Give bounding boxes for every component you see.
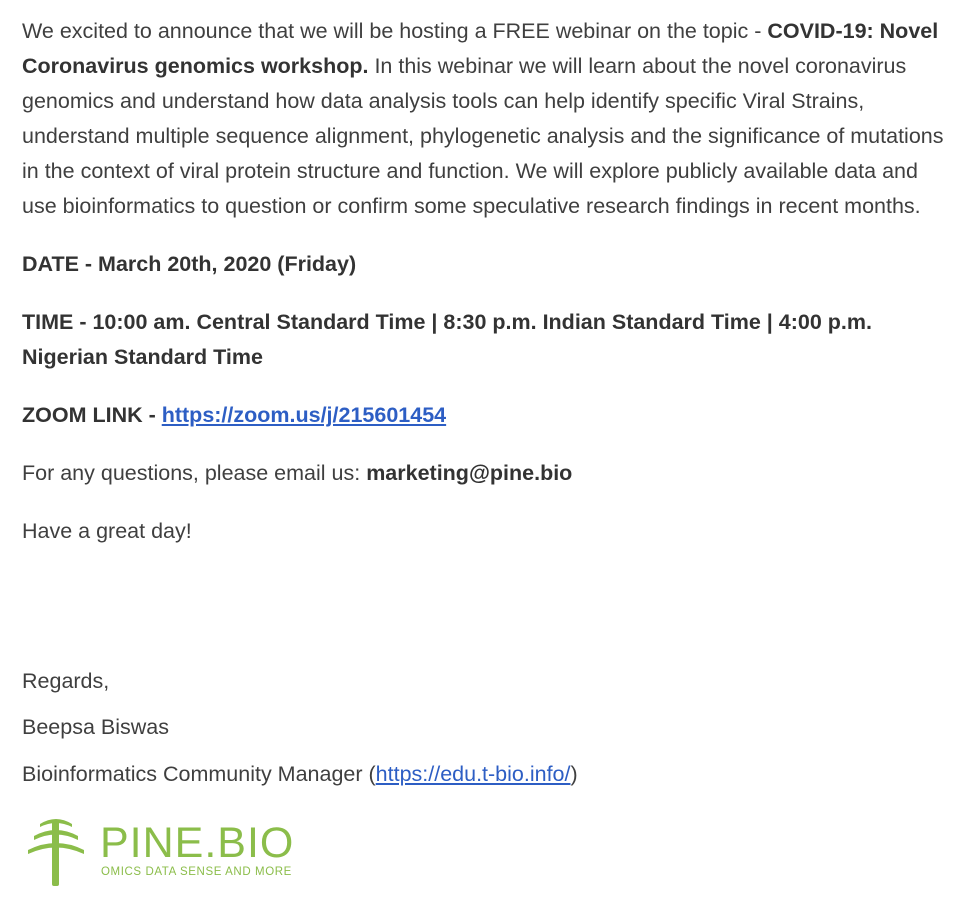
zoom-line <box>22 398 958 433</box>
questions-line <box>22 456 958 491</box>
regards-line: Regards, <box>22 669 110 693</box>
questions-lead: For any questions, please email us: <box>22 461 367 485</box>
signer-website-link[interactable]: https://edu.t-bio.info/ <box>375 762 571 786</box>
zoom-label: ZOOM LINK - <box>22 403 162 427</box>
signer-title-lead: Bioinformatics Community Manager ( <box>22 762 376 786</box>
logo-tagline: OMICS DATA SENSE AND MORE <box>101 866 292 878</box>
pine-tree-icon <box>26 814 86 890</box>
time-line: TIME - 10:00 am. Central Standard Time | 8:30 p.m. Indian Standard Time | 4:00 p.m. Nigerian Standard Time <box>22 310 872 369</box>
pine-bio-logo <box>26 814 346 890</box>
signer-name: Beepsa Biswas <box>22 715 169 739</box>
contact-email[interactable]: marketing@pine.bio <box>366 461 573 485</box>
closing-line: Have a great day! <box>22 519 192 543</box>
signer-title-tail: ) <box>570 762 578 786</box>
intro-topic: COVID-19: Novel Coronavirus genomics workshop. <box>22 19 939 78</box>
intro-body: In this webinar we will learn about the novel coronavirus genomics and understand how data analysis tools can help identify specific Viral Strains, understand multiple sequence alignment, phylogenetic analysis and the significance of mutations in the context of viral protein structure and function. We will explore publicly available data and use bioinformatics to question or confirm some speculative research findings in recent months. <box>22 54 944 218</box>
zoom-link[interactable]: https://zoom.us/j/215601454 <box>161 403 447 427</box>
logo-wordmark: PINE.BIO <box>100 819 295 867</box>
intro-lead: We excited to announce that we will be hosting a FREE webinar on the topic - <box>22 19 768 43</box>
signer-title <box>22 759 578 789</box>
intro-paragraph <box>22 14 958 224</box>
email-body <box>22 14 958 572</box>
date-line: DATE - March 20th, 2020 (Friday) <box>22 252 357 276</box>
